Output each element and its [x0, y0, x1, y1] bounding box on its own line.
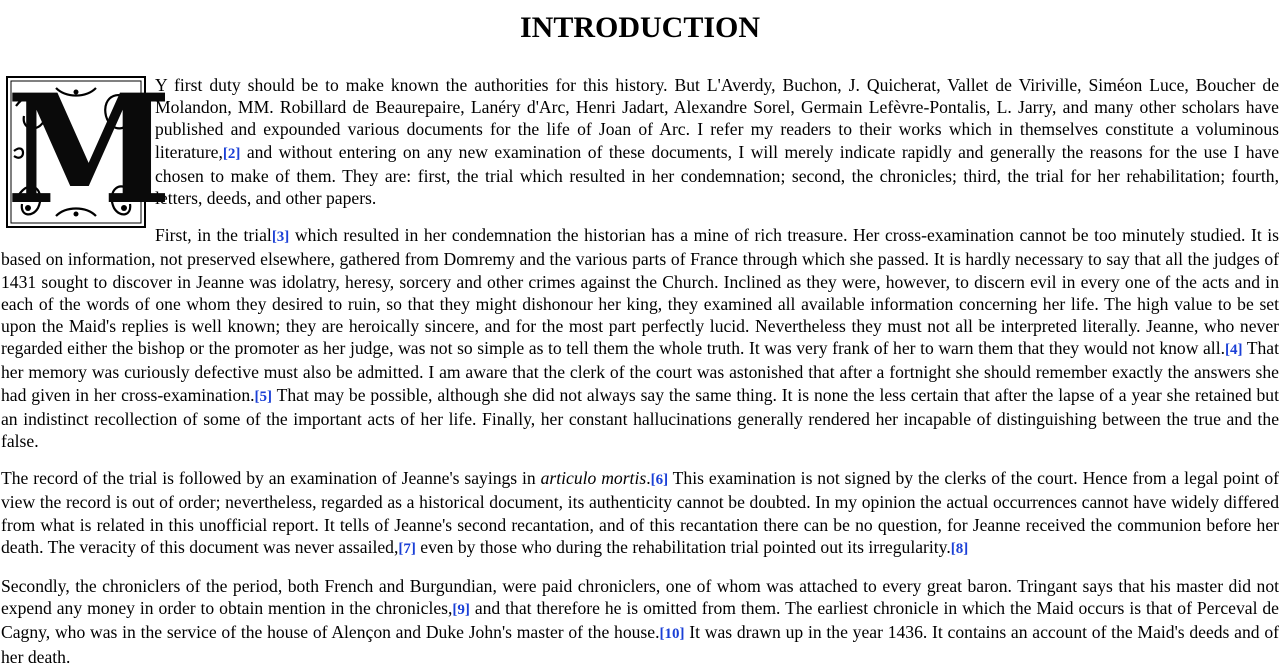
paragraph-3-period: . — [646, 468, 651, 489]
paragraph-3-text-cont: This examination is not signed by the clerks of the court. Hence from a legal point of view the record is out of order; nevertheless, regarded as a historical document, its authenticity cannot be doubted. In my opinion the actual occurrences cannot have widely differed from what is related in this unofficial report. It tells of Jeanne's second recantation, and of this recantation there can be no question, for Jeanne received the communion before her death. The veracity of this document was never assailed, — [1, 468, 1279, 557]
paragraph-4-text-cont-2: It was drawn up in the year 1436. It contains an account of the Maid's deeds and of her death. — [1, 622, 1279, 667]
footnote-link-3[interactable]: [3] — [271, 229, 290, 246]
paragraph-1-text: Y first duty should be to make known the authorities for this history. But L'Averdy, Buchon, J. Quicherat, Vallet de Viriville, Siméon Luce, Boucher de Molandon, MM. Robillard de Beaurepaire, Lanéry d'Arc, Henri Jadart, Alexandre Sorel, Germain Lefèvre-Pontalis, L. Jarry, and many other scholars have published and expounded various documents for the life of Joan of Arc. I refer my readers to their works which in themselves constitute a voluminous literature, — [155, 75, 1279, 162]
paragraph-2 — [1, 224, 1279, 452]
footnote-link-10[interactable]: [10] — [659, 626, 685, 643]
footnote-link-6[interactable]: [6] — [650, 472, 669, 489]
paragraph-4-text: Secondly, the chroniclers of the period, both French and Burgundian, were paid chroniclers, one of whom was attached to every great baron. Tringant says that his master did not expend any money in order to obtain mention in the chronicles, — [1, 576, 1279, 619]
footnote-link-9[interactable]: [9] — [452, 602, 470, 619]
ornamental-initial-m-icon — [6, 62, 173, 238]
paragraph-2-text-cont: which resulted in her condemnation the historian has a mine of rich treasure. Her cross-examination cannot be too minutely studied. It is based on information, not preserved elsewhere, gathered from Domremy and the various parts of France through which she passed. It is hardly necessary to say that all the judges of 1431 sought to discover in Jeanne was idolatry, heresy, sorcery and other crimes against the Church. Inclined as they were, however, to discern evil in every one of the acts and in each of the words of one whom they desired to ruin, so that they might dishonour her king, they examined all available information concerning her life. The high value to be set upon the Maid's replies is well known; they are heroically sincere, and for the most part perfectly lucid. Nevertheless they must not all be interpreted literally. Jeanne, who never regarded either the bishop or the promoter as her judge, was not so simple as to tell them the whole truth. It was very frank of her to warn them that they would not know all. — [1, 225, 1279, 359]
paragraph-2-text-cont-2: That her memory was curiously defective must also be admitted. I am aware that the clerk of the court was astonished that after a fortnight she should remember exactly the answers she had given in her cross-examination. — [1, 338, 1279, 405]
paragraph-2-text-cont-3: That may be possible, although she did not always say the same thing. It is none the less certain that after the lapse of a year she retained but an indistinct recollection of some of the important acts of her life. Finally, her constant hallucinations generally rendered her incapable of distinguishing between the true and the false. — [1, 384, 1279, 452]
dropcap-letter: M — [6, 62, 173, 238]
paragraph-1-text-cont: and without entering on any new examination of these documents, I will merely indicate rapidly and generally the reasons for the use I have chosen to make of them. They are: first, the trial which resulted in her condemnation; second, the chronicles; third, the trial for her rehabilitation; fourth, letters, deeds, and other papers. — [155, 141, 1279, 209]
latin-phrase: articulo mortis — [540, 468, 647, 489]
paragraph-3 — [1, 467, 1279, 560]
paragraph-3-text: The record of the trial is followed by an examination of Jeanne's sayings in — [1, 468, 541, 489]
page-title: INTRODUCTION — [519, 11, 761, 44]
paragraph-4-text-cont: and that therefore he is omitted from them. The earliest chronicle in which the Maid occurs is that of Perceval de Cagny, who was in the service of the house of Alençon and Duke John's master of the house. — [1, 598, 1279, 643]
paragraph-4 — [1, 575, 1279, 668]
footnote-link-5[interactable]: [5] — [254, 388, 273, 405]
paragraph-3-text-cont-2: even by those who during the rehabilitation trial pointed out its irregularity. — [415, 536, 951, 557]
footnote-link-7[interactable]: [7] — [398, 540, 416, 557]
footnote-link-2[interactable]: [2] — [222, 145, 241, 162]
paragraph-2-text: First, in the trial — [155, 225, 272, 246]
footnote-link-8[interactable]: [8] — [950, 540, 969, 557]
footnote-link-4[interactable]: [4] — [1224, 342, 1243, 359]
